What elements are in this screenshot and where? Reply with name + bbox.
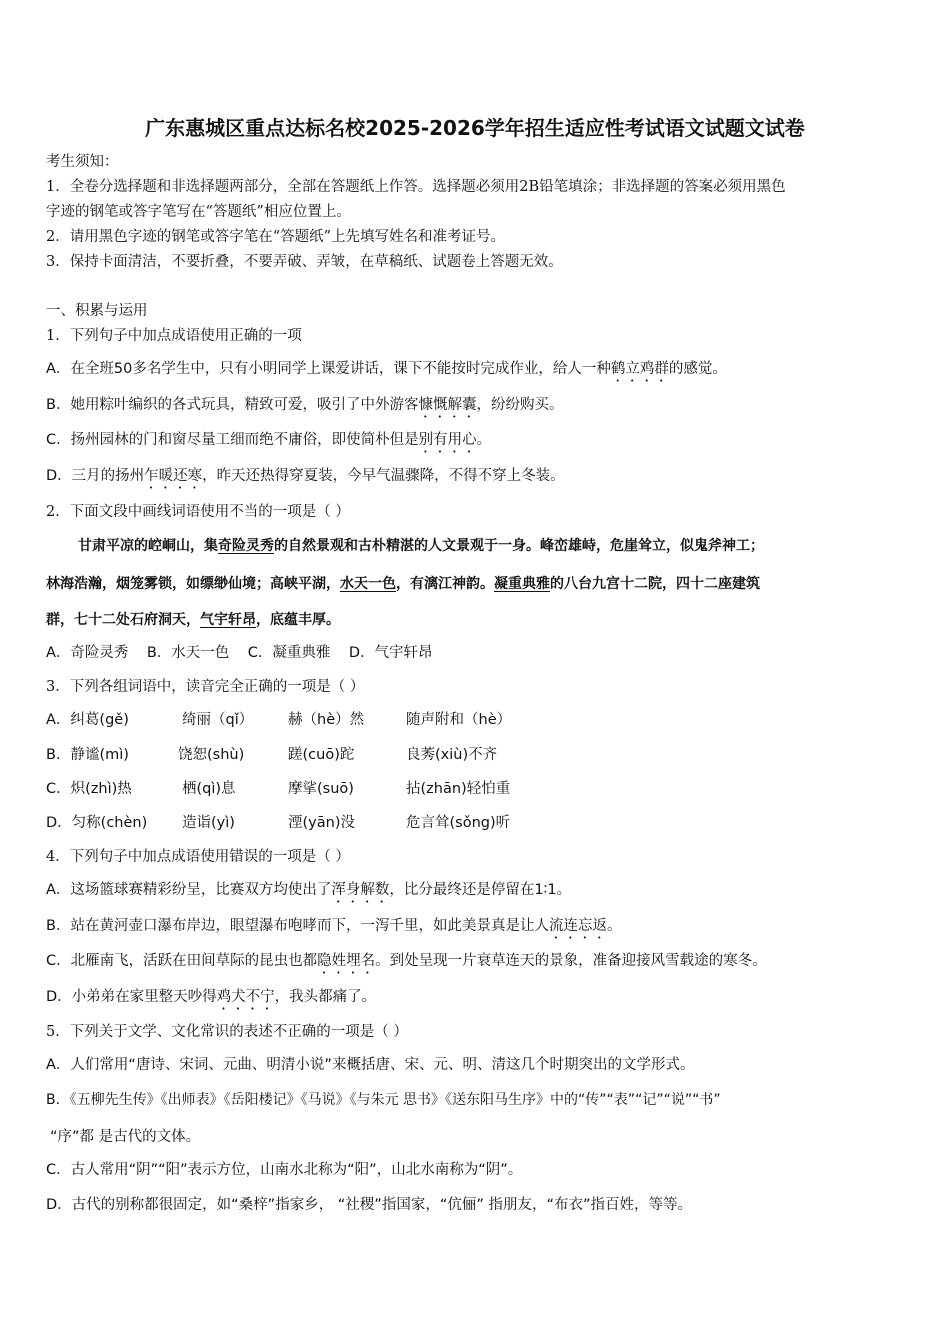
question-5-option-a: A．人们常用“唐诗、宋词、元曲、明清小说”来概括唐、宋、元、明、清这几个时期突出的文学形式。 bbox=[46, 1057, 695, 1073]
dotted-idiom: 流连忘返 bbox=[548, 918, 607, 934]
option-d: D．气宇轩昂 bbox=[348, 645, 433, 661]
notice-item-1-line-1: 1．全卷分选择题和非选择题两部分，全部在答题纸上作答。选择题必须用2B铅笔填涂；非选择题的答案必须用黑色 bbox=[46, 179, 786, 195]
pinyin-item: 良莠(xiù)不齐 bbox=[406, 747, 498, 763]
dotted-idiom: 乍暖还寒 bbox=[144, 468, 203, 484]
question-4-option-c bbox=[46, 951, 767, 977]
pinyin-item: 绮丽（qǐ） bbox=[182, 712, 254, 728]
question-2-stem: 2．下面文段中画线词语使用不当的一项是（ ） bbox=[46, 504, 350, 520]
underlined-word: 凝重典雅 bbox=[494, 576, 550, 592]
pinyin-item: A．纠葛(gě) bbox=[46, 712, 129, 728]
option-text: ，比分最终还是停留在1∶1。 bbox=[389, 882, 572, 898]
dotted-idiom: 慷慨解囊 bbox=[418, 397, 477, 413]
option-a: A．奇险灵秀 bbox=[46, 645, 129, 661]
question-5-option-c: C．古人常用“阴”“阳”表示方位，山南水北称为“阳”，山北水南称为“阴”。 bbox=[46, 1162, 523, 1178]
option-text: D．小弟弟在家里整天吵得 bbox=[46, 989, 217, 1005]
question-1-option-b bbox=[46, 395, 563, 421]
passage-line-1 bbox=[78, 536, 764, 556]
passage-text: 林海浩瀚，烟笼雾锁，如缥缈仙境；高峡平湖， bbox=[46, 576, 340, 592]
option-text: B．她用粽叶编织的各式玩具，精致可爱，吸引了中外游客 bbox=[46, 397, 419, 413]
option-text: ，我头都痛了。 bbox=[274, 989, 377, 1005]
question-2-options bbox=[46, 643, 432, 663]
notice-item-3: 3．保持卡面清洁，不要折叠，不要弄破、弄皱，在草稿纸、试题卷上答题无效。 bbox=[46, 254, 563, 270]
dotted-idiom: 隐姓埋名 bbox=[317, 953, 376, 969]
passage-text: 甘肃平凉的崆峒山，集 bbox=[78, 538, 218, 554]
passage-text: ，有漓江神韵。 bbox=[396, 576, 494, 592]
question-1-option-d bbox=[46, 466, 565, 492]
option-text: A．这场篮球赛精彩纷呈，比赛双方均使出了 bbox=[46, 882, 332, 898]
pinyin-item: 造诣(yì) bbox=[182, 815, 235, 831]
option-text: C．北雁南飞，活跃在田间草际的昆虫也都 bbox=[46, 953, 318, 969]
dotted-idiom: 鸡犬不宁 bbox=[216, 989, 275, 1005]
option-text: 。 bbox=[476, 432, 492, 448]
pinyin-item: 饶恕(shù) bbox=[178, 747, 245, 763]
option-text: C．扬州园林的门和窗尽量工细而绝不庸俗，即使简朴但是 bbox=[46, 432, 419, 448]
question-3-option-a bbox=[46, 710, 511, 730]
option-text: 。 bbox=[606, 918, 622, 934]
underlined-word: 气宇轩昂 bbox=[200, 612, 256, 628]
passage-line-3 bbox=[46, 610, 340, 630]
dotted-idiom: 鹤立鸡群 bbox=[610, 361, 669, 377]
question-5-stem: 5．下列关于文学、文化常识的表述不正确的一项是（ ） bbox=[46, 1024, 408, 1040]
exam-title: 广东惠城区重点达标名校2025-2026学年招生适应性考试语文试题文试卷 bbox=[145, 116, 805, 140]
question-5-option-b-line-2: “序”都 是古代的文体。 bbox=[50, 1129, 201, 1145]
underlined-word: 水天一色 bbox=[340, 576, 396, 592]
pinyin-item: C．炽(zhì)热 bbox=[46, 781, 132, 797]
option-b: B．水天一色 bbox=[146, 645, 230, 661]
question-4-option-b bbox=[46, 916, 621, 942]
pinyin-item: 危言耸(sǒng)听 bbox=[406, 815, 511, 831]
question-4-option-a bbox=[46, 880, 571, 906]
underlined-word: 奇险灵秀 bbox=[218, 538, 274, 554]
question-3-option-d bbox=[46, 813, 510, 833]
passage-line-2 bbox=[46, 574, 760, 594]
option-c: C．凝重典雅 bbox=[247, 645, 331, 661]
question-3-option-b bbox=[46, 745, 497, 765]
pinyin-item: B．静谧(mì) bbox=[46, 747, 129, 763]
notice-heading: 考生须知： bbox=[46, 154, 119, 170]
pinyin-item: 摩挲(suō) bbox=[288, 781, 354, 797]
pinyin-item: 栖(qì)息 bbox=[182, 781, 236, 797]
dotted-idiom: 别有用心 bbox=[418, 432, 477, 448]
option-text: ，纷纷购买。 bbox=[476, 397, 564, 413]
pinyin-item: 随声附和（hè） bbox=[406, 712, 512, 728]
pinyin-item: D．匀称(chèn) bbox=[46, 815, 148, 831]
question-1-option-c bbox=[46, 430, 491, 456]
question-3-stem: 3．下列各组词语中，读音完全正确的一项是（ ） bbox=[46, 679, 365, 695]
question-4-stem: 4．下列句子中加点成语使用错误的一项是（ ） bbox=[46, 849, 350, 865]
notice-item-1-line-2: 字迹的钢笔或答字笔写在“答题纸”相应位置上。 bbox=[46, 204, 351, 220]
question-3-option-c bbox=[46, 779, 510, 799]
option-text: A．在全班50多名学生中，只有小明同学上课爱讲话，课下不能按时完成作业，给人一种 bbox=[46, 361, 611, 377]
passage-text: 的八台九宫十二院，四十二座建筑 bbox=[550, 576, 760, 592]
passage-text: 群，七十二处石府洞天， bbox=[46, 612, 200, 628]
pinyin-item: 赫（hè）然 bbox=[288, 712, 365, 728]
option-text: ，昨天还热得穿夏装，今早气温骤降，不得不穿上冬装。 bbox=[202, 468, 565, 484]
option-text: 。到处呈现一片衰草连天的景象，准备迎接风雪载途的寒冬。 bbox=[375, 953, 767, 969]
option-text: B．站在黄河壶口瀑布岸边，眼望瀑布咆哮而下，一泻千里，如此美景真是让人 bbox=[46, 918, 549, 934]
pinyin-item: 湮(yān)没 bbox=[288, 815, 355, 831]
notice-item-2: 2．请用黑色字迹的钢笔或答字笔在“答题纸”上先填写姓名和准考证号。 bbox=[46, 229, 506, 245]
question-5-option-b-line-1: B．《五柳先生传》《出师表》《岳阳楼记》《马说》《与朱元 思书》《送东阳马生序》中的“传”“表”“记”“说”“书” bbox=[46, 1092, 721, 1108]
section-heading: 一、积累与运用 bbox=[46, 303, 148, 319]
option-text: D．三月的扬州 bbox=[46, 468, 145, 484]
question-5-option-d: D．古代的别称都很固定，如“桑梓”指家乡， “社稷”指国家，“伉俪” 指朋友，“布衣”指百姓，等等。 bbox=[46, 1197, 692, 1213]
passage-text: ，底蕴丰厚。 bbox=[256, 612, 340, 628]
question-1-option-a bbox=[46, 359, 727, 385]
pinyin-item: 蹉(cuō)跎 bbox=[288, 747, 355, 763]
dotted-idiom: 浑身解数 bbox=[331, 882, 390, 898]
option-text: 的感觉。 bbox=[668, 361, 727, 377]
question-1-stem: 1．下列句子中加点成语使用正确的一项 bbox=[46, 328, 302, 344]
pinyin-item: 拈(zhān)轻怕重 bbox=[406, 781, 511, 797]
question-4-option-d bbox=[46, 987, 376, 1013]
passage-text: 的自然景观和古朴精湛的人文景观于一身。峰峦雄峙，危崖耸立，似鬼斧神工； bbox=[274, 538, 764, 554]
